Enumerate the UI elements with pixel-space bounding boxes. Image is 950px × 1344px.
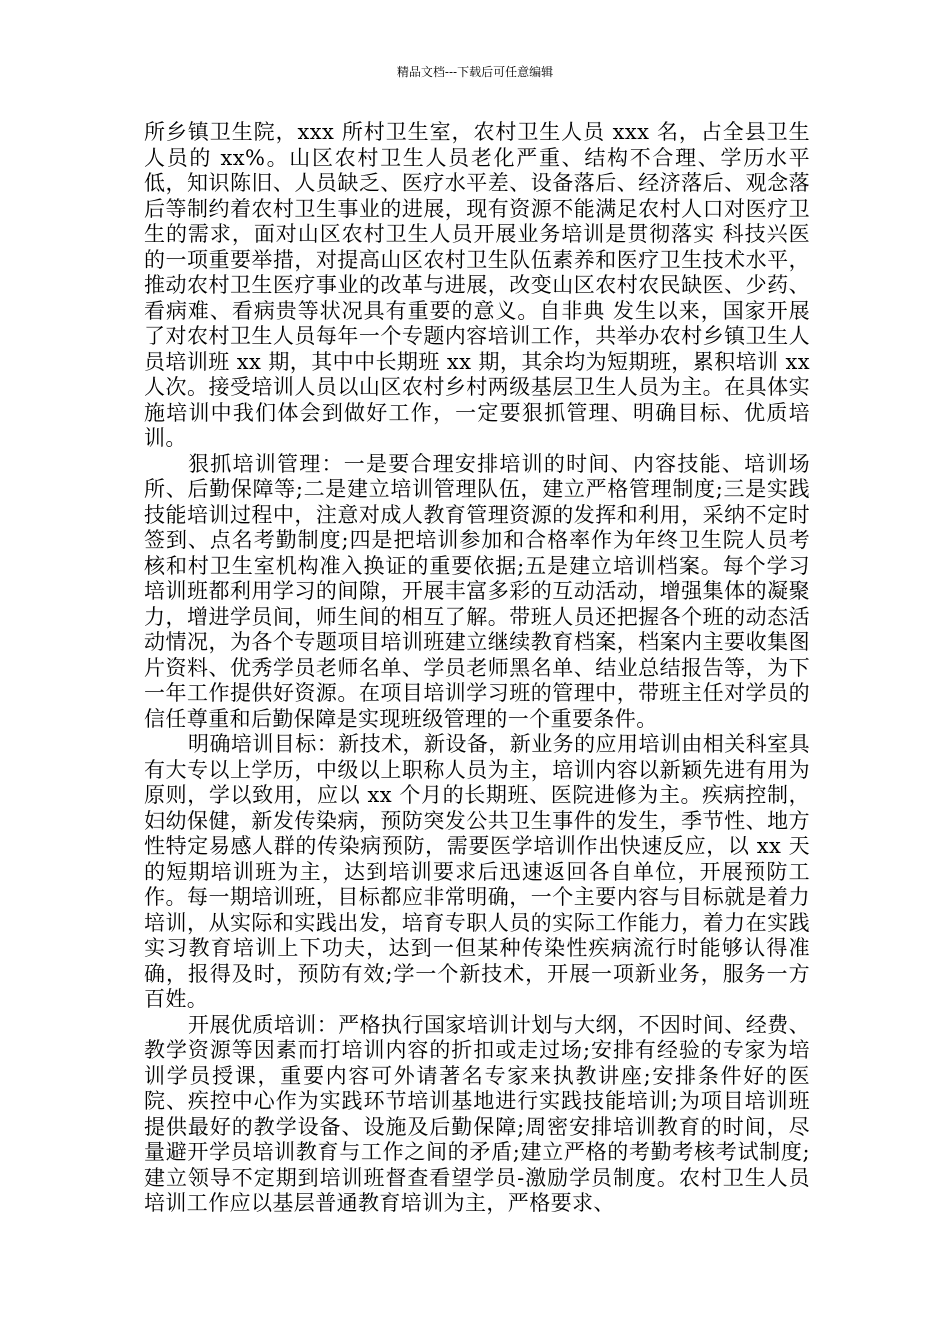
paragraph-intro: 所乡镇卫生院，xxx 所村卫生室，农村卫生人员 xxx 名，占全县卫生人员的 xx%。山区农村卫生人员老化严重、结构不合理、学历水平低，知识陈旧、人员缺乏、医疗水平差、设备落后、经济落后、观念落后等制约着农村卫生事业的进展，现有资源不能满足农村人口对医疗卫生的需求，面对山区农村卫生人员开展业务培训是贯彻落实 科技兴医 的一项重要举措，对提高山区农村卫生队伍素养和医疗卫生技术水平，推动农村卫生医疗事业的改革与进展，改变山区农村农民缺医、少药、看病难、看病贵等状况具有重要的意义。自非典 发生以来，国家开展了对农村卫生人员每年一个专题内容培训工作，共举办农村乡镇卫生人员培训班 xx 期，其中中长期班 xx 期，其余均为短期班，累积培训 xx 人次。接受培训人员以山区农村乡村两级基层卫生人员为主。在具体实施培训中我们体会到做好工作，一定要狠抓管理、明确目标、优质培训。 [144, 120, 810, 450]
paragraph-training-goals: 明确培训目标：新技术，新设备，新业务的应用培训由相关科室具有大专以上学历，中级以上职称人员为主，培训内容以新颖先进有用为原则，学以致用，应以 xx 个月的长期班、医院进修为主。疾病控制，妇幼保健，新发传染病，预防突发公共卫生事件的发生，季节性、地方性特定易感人群的传染病预防，需要医学培训作出快速反应，以 xx 天的短期培训班为主，达到培训要求后迅速返回各自单位，开展预防工作。每一期培训班，目标都应非常明确，一个主要内容与目标就是着力培训，从实际和实践出发，培育专职人员的实际工作能力，着力在实践实习教育培训上下功夫，达到一但某种传染性疾病流行时能够认得准确，报得及时，预防有效;学一个新技术，开展一项新业务，服务一方百姓。 [144, 732, 810, 1011]
paragraph-training-management: 狠抓培训管理：一是要合理安排培训的时间、内容技能、培训场所、后勤保障等;二是建立培训管理队伍，建立严格管理制度;三是实践技能培训过程中，注意对成人教育管理资源的发挥和利用，采纳不定时签到、点名考勤制度;四是把培训参加和合格率作为年终卫生院人员考核和村卫生室机构准入换证的重要依据;五是建立培训档案。每个学习培训班都利用学习的间隙，开展丰富多彩的互动活动，增强集体的凝聚力，增进学员间，师生间的相互了解。带班人员还把握各个班的动态活动情况，为各个专题项目培训班建立继续教育档案，档案内主要收集图片资料、优秀学员老师名单、学员老师黑名单、结业总结报告等，为下一年工作提供好资源。在项目培训学习班的管理中，带班主任对学员的信任尊重和后勤保障是实现班级管理的一个重要条件。 [144, 451, 810, 731]
paragraph-quality-training: 开展优质培训：严格执行国家培训计划与大纲，不因时间、经费、教学资源等因素而打培训内容的折扣或走过场;安排有经验的专家为培训学员授课，重要内容可外请著名专家来执教讲座;安排条件好的医院、疾控中心作为实践环节培训基地进行实践技能培训;为项目培训班提供最好的教学设备、设施及后勤保障;周密安排培训教育的时间，尽量避开学员培训教育与工作之间的矛盾;建立严格的考勤考核考试制度;建立领导不定期到培训班督查看望学员-激励学员制度。农村卫生人员培训工作应以基层普通教育培训为主，严格要求、 [144, 1012, 810, 1215]
document-body [144, 120, 810, 1217]
page-header: 精品文档---下载后可任意编辑 [396, 65, 554, 79]
